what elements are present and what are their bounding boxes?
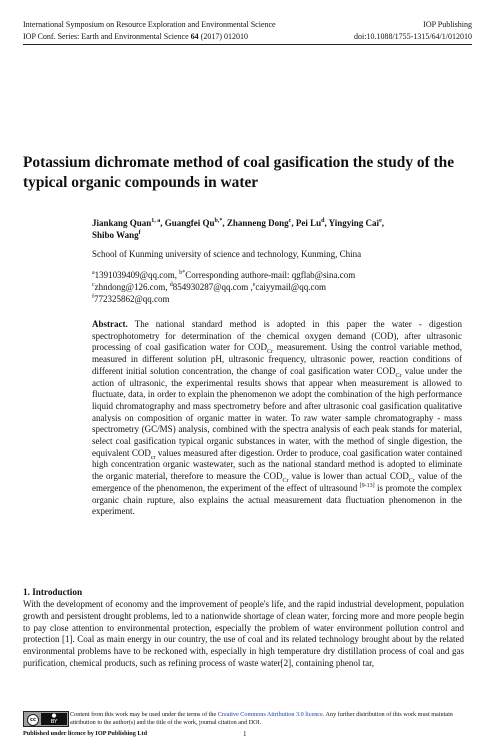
- abstract-label: Abstract.: [92, 319, 128, 329]
- cc-by-licence-badge[interactable]: [23, 711, 69, 727]
- series-citation: IOP Conf. Series: Earth and Environmental Science 64 (2017) 012010: [23, 32, 248, 41]
- creative-commons-icon: cc: [27, 714, 39, 726]
- section-heading-introduction: 1. Introduction: [23, 587, 83, 597]
- abstract: Abstract. The national standard method is adopted in this paper the water - digestion spectrophotometry for determination of the chemical oxygen demand (COD), after ultrasonic processing of coal gasification water for $COD_{Cr}$ measurement. Using the control variable method, measured in different solution pH, ultrasonic frequency, ultrasonic power, reaction conditions of different initial solution concentration, the change of coal gasification water $COD_{Cr}$ value under the action of ultrasonic, the experimental results shows that appear when measurement is allowed to fluctuate, data, in order to explain the phenomenon we adopt the combination of the high performance liquid chromatography and mass spectrometry before and after ultrasonic coal gasification qualitative analysis on composition of organic matter in water. To raw water sample chromatography - mass spectrometry (GC/MS) analysis, combined with the spectra analysis of each peak stands for material, select coal gasification typical organic substances in water, with the method of single digestion, the equivalent $COD_{cr}$ values measured after digestion. Order to produce, coal gasification water contained high concentration organic wastewater, such as the national standard method is adopted to eliminate the organic material, therefore to measure the $COD_{Cr}$ value is lower than actual $COD_{Cr}$ value of the emergence of the phenomenon, the experiment of the effect of ultrasound [9-13] is promote the complex organic chain rupture, also explains the actual measurement data fluctuation phenomenon in the experiment.: [92, 319, 463, 517]
- conference-name: International Symposium on Resource Exploration and Environmental Science: [23, 20, 276, 29]
- volume-number: 64: [190, 32, 199, 41]
- header-rule: [23, 44, 472, 45]
- licence-statement: Content from this work may be used under the terms of the Creative Commons Attribution 3.0 licence. Any further distribution of this work must maintain attribution to the author(s) and the title of the work, journal citation and DOI.: [70, 711, 453, 726]
- cc-licence-link[interactable]: Creative Commons Attribution 3.0 licence: [217, 711, 323, 718]
- introduction-paragraph: With the development of economy and the improvement of people's life, and the rapid industrial development, population growth and persistent drought problems, led to a nationwide shortage of clean water, forcing more and more people begin to pay close attention to environmental protection, especially the problem of water environment pollution control and protection [1]. Coal as main energy in our country, the use of coal and its related technology brought about by the related environmental problems have to be reckoned with, especially in high temperature dry distillation process of coal and gas purification, chemical products, such as refining process of waste water[2], containing phenol tar,: [23, 599, 464, 668]
- paper-title: Potassium dichromate method of coal gasification the study of the typical organic compounds in water: [23, 154, 455, 191]
- author-list: Jiankang Quan$^{1, a}$, Guangfei $Qu^{b,*}$, Zhanneng Dong$^c$, Pei Lu$^d$, Yingying Cai$^e$, Shibo Wang$^f$: [92, 218, 384, 240]
- publisher-name: IOP Publishing: [423, 20, 472, 29]
- page-number: 1: [243, 730, 247, 738]
- doi-text: doi:10.1088/1755-1315/64/1/012010: [354, 32, 472, 41]
- published-under-licence: Published under licence by IOP Publishing Ltd: [23, 730, 148, 737]
- affiliation: School of Kunming university of science and technology, Kunming, China: [92, 249, 362, 259]
- attribution-by-icon: ● BY: [41, 713, 67, 725]
- author-emails: $^a$1391039409@qq.com, $^{b*}$Corresponding authore-mail: qgflab@sina.com $^c$zhndong@126.com, $^d$854930287@qq.com ,$^e$caiyymail@qq.com $^f$772325862@qq.com: [92, 270, 356, 304]
